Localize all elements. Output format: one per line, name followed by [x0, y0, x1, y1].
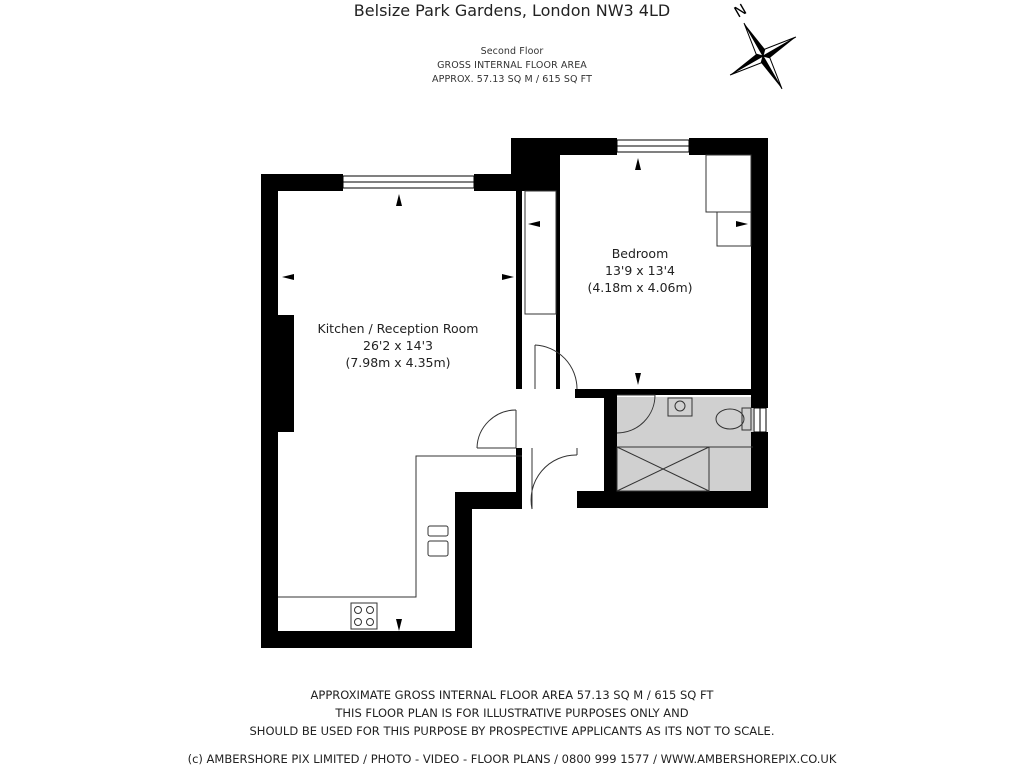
bedroom-label [570, 245, 710, 296]
radiator [278, 315, 294, 432]
walls [261, 138, 768, 648]
kitchen-name: Kitchen / Reception Room [317, 321, 479, 336]
kitchen-metric: (7.98m x 4.35m) [345, 355, 451, 370]
bedroom-imperial: 13'9 x 13'4 [605, 263, 675, 278]
kitchen-imperial: 26'2 x 14'3 [363, 338, 433, 353]
area-label: GROSS INTERNAL FLOOR AREA [437, 60, 587, 71]
compass-north-label: N [731, 0, 750, 22]
compass-rose-icon [711, 4, 815, 108]
copyright-notice: (c) AMBERSHORE PIX LIMITED / PHOTO - VIDEO - FLOOR PLANS / 0800 999 1577 / WWW.AMBERSHOREPIX.CO.UK [187, 752, 837, 766]
footer-line-3: SHOULD BE USED FOR THIS PURPOSE BY PROSPECTIVE APPLICANTS AS ITS NOT TO SCALE. [249, 724, 775, 738]
bedroom-name: Bedroom [611, 246, 669, 261]
bathroom-floor [617, 397, 753, 492]
footer-line-2: THIS FLOOR PLAN IS FOR ILLUSTRATIVE PURPOSES ONLY AND [335, 706, 689, 720]
area-value: APPROX. 57.13 SQ M / 615 SQ FT [432, 74, 592, 85]
floor-label: Second Floor [480, 46, 544, 57]
footer-line-1: APPROXIMATE GROSS INTERNAL FLOOR AREA 57.13 SQ M / 615 SQ FT [310, 688, 714, 702]
kitchen-label [298, 320, 498, 371]
bedroom-metric: (4.18m x 4.06m) [587, 280, 693, 295]
plan-title: Belsize Park Gardens, London NW3 4LD [353, 1, 671, 20]
